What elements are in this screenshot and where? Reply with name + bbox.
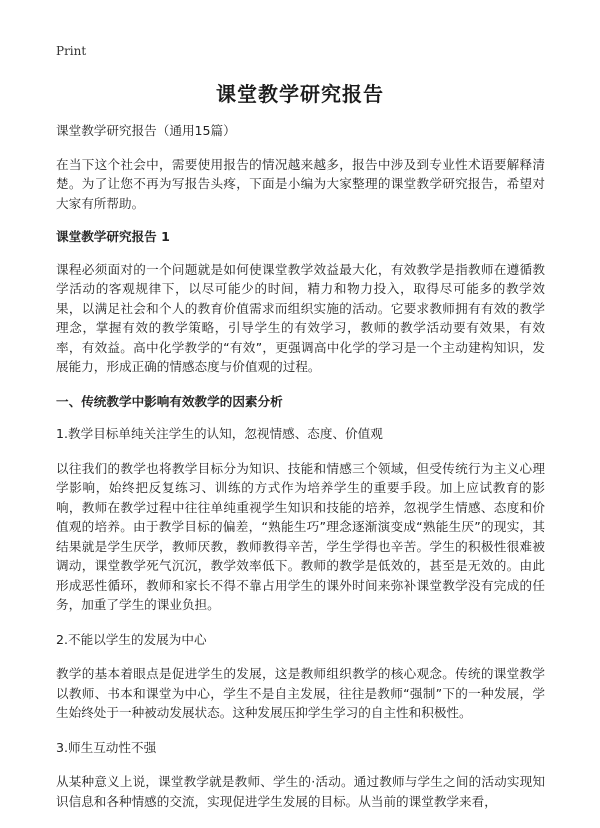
document-body bbox=[56, 121, 545, 826]
item-heading: 1.教学目标单纯关注学生的认知，忽视情感、态度、价值观 bbox=[56, 426, 383, 441]
report-heading: 课堂教学研究报告 1 bbox=[56, 229, 170, 244]
intro-paragraph: 在当下这个社会中，需要使用报告的情况越来越多，报告中涉及到专业性术语要解释清楚。为了让您不再为写报告头疼，下面是小编为大家整理的课堂教学研究报告，希望对大家有所帮助。 bbox=[56, 156, 545, 211]
body-paragraph: 从某种意义上说，课堂教学就是教师、学生的·活动。通过教师与学生之间的活动实现知识信息和各种情感的交流，实现促进学生发展的目标。从当前的课堂教学来看， bbox=[56, 774, 545, 809]
body-paragraph: 课程必须面对的一个问题就是如何使课堂教学效益最大化，有效教学是指教师在遵循教学活动的客观规律下，以尽可能少的时间，精力和物力投入，取得尽可能多的教学效果，以满足社会和个人的教育价值需求而组织实施的活动。它要求教师拥有有效的教学理念，掌握有效的教学策略，引导学生的有效学习，教师的教学活动要有效果，有效率，有效益。高中化学教学的“有效”，更强调高中化学的学习是一个主动建构知识，发展能力，形成正确的情感态度与价值观的过程。 bbox=[56, 261, 545, 374]
body-paragraph: 教学的基本着眼点是促进学生的发展，这是教师组织教学的核心观念。传统的课堂教学以教师、书本和课堂为中心，学生不是自主发展，往往是教师“强制”下的一种发展，学生始终处于一种被动发展状态。这种发展压抑学生学习的自主性和积极性。 bbox=[56, 666, 545, 720]
item-heading: 2.不能以学生的发展为中心 bbox=[56, 631, 207, 647]
page-title: 课堂教学研究报告 bbox=[216, 82, 384, 106]
print-link[interactable]: Print bbox=[56, 44, 87, 58]
document-subtitle: 课堂教学研究报告（通用15篇） bbox=[56, 123, 236, 138]
section-heading: 一、传统教学中影响有效教学的因素分析 bbox=[56, 393, 283, 409]
body-paragraph: 以往我们的教学也将教学目标分为知识、技能和情感三个领域，但受传统行为主义心理学影响，始终把反复练习、训练的方式作为培养学生的重要手段。加上应试教育的影响，教师在教学过程中往往单纯重视学生知识和技能的培养，忽视学生情感、态度和价值观的培养。由于教学目标的偏差，“熟能生巧”理念逐渐演变成“熟能生厌”的现实，其结果就是学生厌学，教师厌教，教师教得辛苦，学生学得也辛苦。学生的积极性很难被调动，课堂教学死气沉沉，教学效率低下。教师的教学是低效的，甚至是无效的。由此形成恶性循环，教师和家长不得不靠占用学生的课外时间来弥补课堂教学没有完成的任务，加重了学生的课业负担。 bbox=[56, 460, 545, 612]
item-heading: 3.师生互动性不强 bbox=[56, 739, 157, 755]
